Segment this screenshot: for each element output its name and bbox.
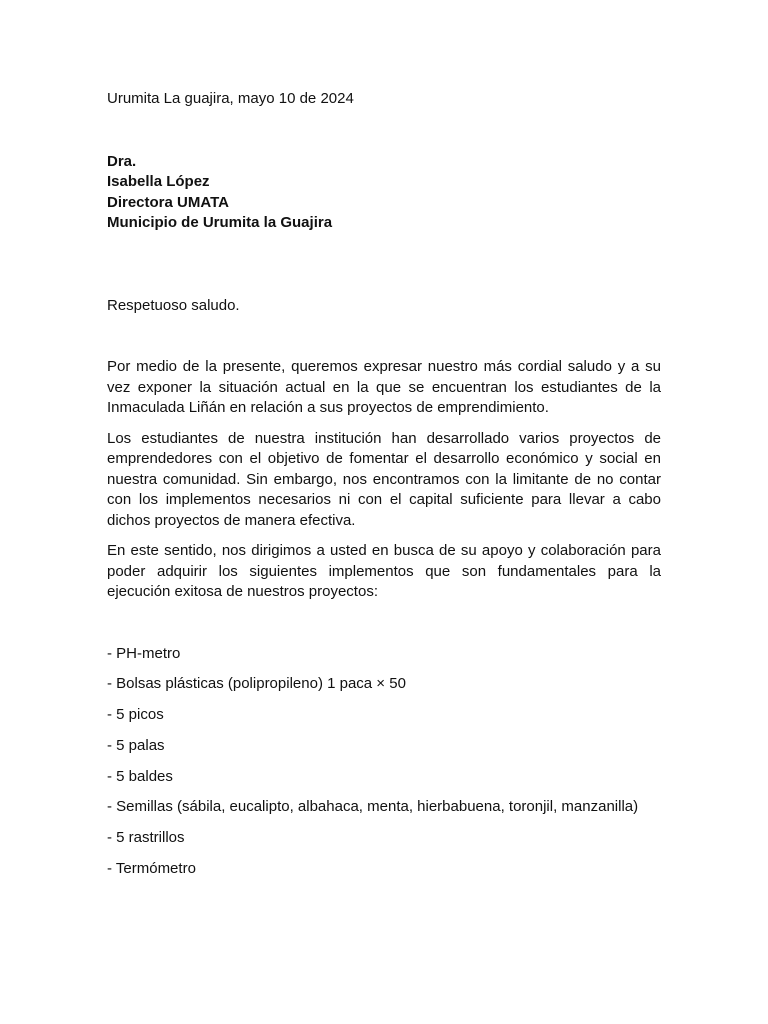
body-paragraph: En este sentido, nos dirigimos a usted en busca de su apoyo y colaboración para poder adquirir los siguientes implementos que son fundamentales para la ejecución exitosa de nuestros proyectos:: [107, 542, 661, 600]
letter-page: [107, 89, 661, 895]
greeting: Respetuoso saludo.: [107, 296, 240, 314]
recipient-municipality: Municipio de Urumita la Guajira: [107, 214, 333, 231]
list-item: - 5 picos: [107, 706, 164, 724]
date-line: Urumita La guajira, mayo 10 de 2024: [107, 90, 354, 107]
list-item: - Termómetro: [107, 860, 196, 878]
list-item: - 5 palas: [107, 736, 165, 754]
list-item: - Semillas (sábila, eucalipto, albahaca, menta, hierbabuena, toronjil, manzanilla): [107, 798, 639, 816]
recipient-position: Directora UMATA: [107, 193, 229, 211]
list-item: - PH-metro: [107, 644, 181, 662]
body-paragraphs: [107, 357, 661, 603]
list-item: - Bolsas plásticas (polipropileno) 1 paca × 50: [107, 675, 406, 693]
body-paragraph: Los estudiantes de nuestra institución han desarrollado varios proyectos de emprendedores con el objetivo de fomentar el desarrollo económico y social en nuestra comunidad. Sin embargo, nos encontramos con la limitante de no contar con los implementos necesarios ni con el capital suficiente para llevar a cabo dichos proyectos de manera efectiva.: [107, 429, 661, 529]
recipient-block: [107, 152, 661, 234]
recipient-name: Isabella López: [107, 173, 210, 190]
body-paragraph: Por medio de la presente, queremos expresar nuestro más cordial saludo y a su vez exponer la situación actual en la que se encuentran los estudiantes de la Inmaculada Liñán en relación a sus proyectos de emprendimiento.: [107, 358, 661, 416]
list-item: - 5 baldes: [107, 767, 173, 785]
list-item: - 5 rastrillos: [107, 829, 185, 847]
recipient-title: Dra.: [107, 152, 137, 170]
implements-list: [107, 644, 661, 880]
